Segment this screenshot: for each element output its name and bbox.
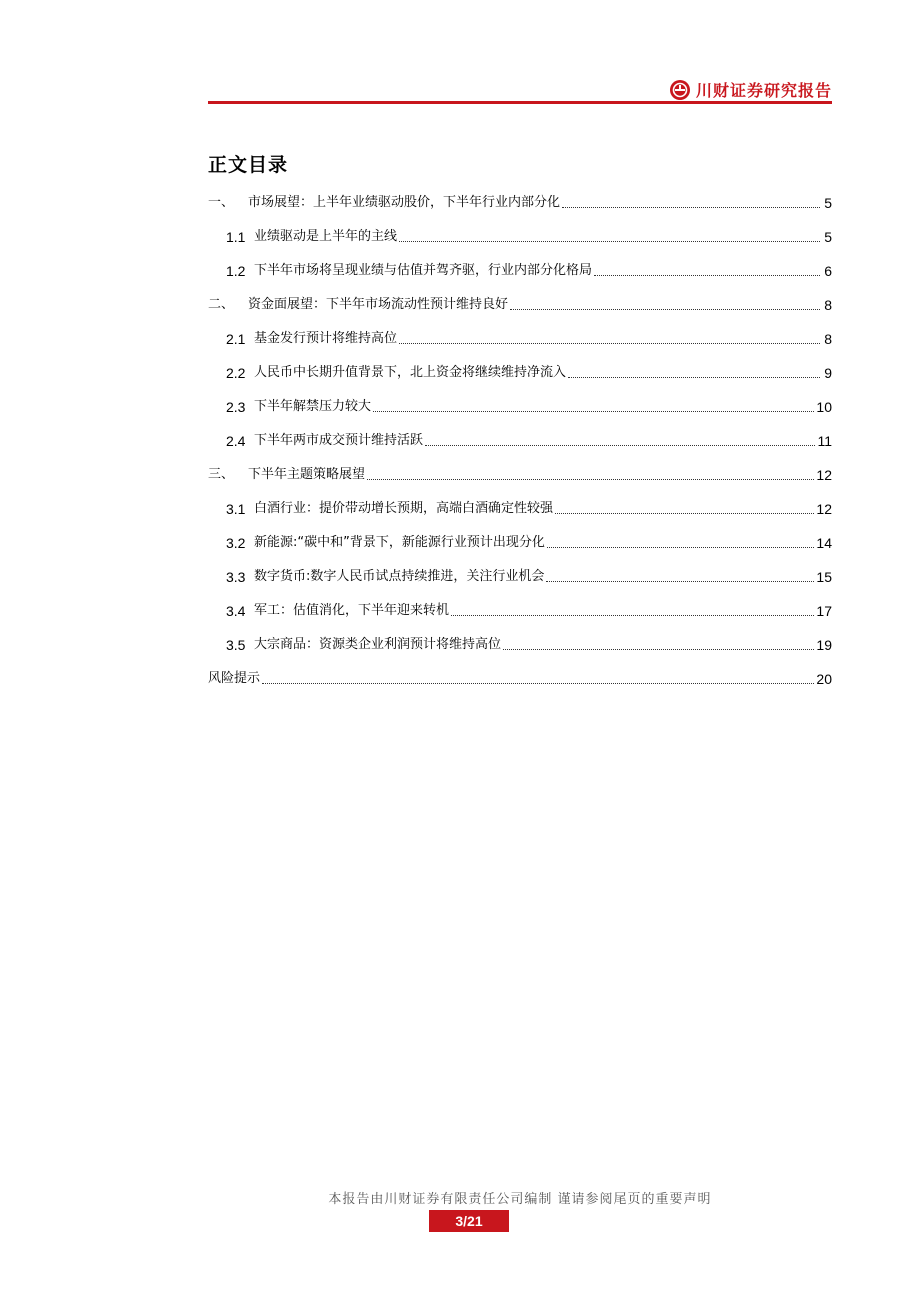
toc-dot-leader [451, 615, 814, 616]
footer-disclaimer: 本报告由川财证券有限责任公司编制 谨请参阅尾页的重要声明 [328, 1192, 712, 1207]
toc-entry[interactable] [208, 186, 832, 220]
toc-entry-page: 8 [824, 331, 832, 347]
toc-entry-label: 大宗商品：资源类企业利润预计将维持高位 [254, 637, 502, 652]
header-rule [208, 101, 832, 104]
toc-entry-label: 下半年主题策略展望 [248, 467, 366, 482]
toc-dot-leader [546, 581, 814, 582]
toc-dot-leader [547, 547, 815, 548]
toc-dot-leader [262, 683, 814, 684]
toc-entry[interactable] [208, 458, 832, 492]
toc-entry[interactable] [208, 322, 832, 356]
toc-entry-number: 二、 [208, 297, 235, 312]
toc-entry-label: 人民币中长期升值背景下，北上资金将继续维持净流入 [254, 365, 567, 380]
toc-entry[interactable] [208, 254, 832, 288]
toc-dot-leader [373, 411, 814, 412]
toc-entry-page: 9 [824, 365, 832, 381]
toc-dot-leader [562, 207, 820, 208]
toc-entry-number: 2.4 [226, 433, 246, 449]
toc-entry-label: 业绩驱动是上半年的主线 [254, 229, 398, 244]
toc-entry-number: 3.2 [226, 535, 246, 551]
toc-entry-page: 11 [817, 433, 832, 449]
toc-entry[interactable] [208, 594, 832, 628]
toc-entry-number: 一、 [208, 195, 235, 210]
toc-entry-page: 17 [816, 603, 832, 619]
toc-entry[interactable] [208, 220, 832, 254]
toc-entry-page: 6 [824, 263, 832, 279]
toc-entry[interactable] [208, 628, 832, 662]
toc-dot-leader [568, 377, 820, 378]
toc-entry-page: 10 [816, 399, 832, 415]
toc-dot-leader [367, 479, 814, 480]
toc-entry-number: 三、 [208, 467, 235, 482]
toc-entry-label: 下半年市场将呈现业绩与估值并驾齐驱，行业内部分化格局 [254, 263, 593, 278]
toc-entry-number: 1.2 [226, 263, 246, 279]
toc-entry-label: 数字货币:数字人民币试点持续推进，关注行业机会 [254, 569, 545, 584]
toc-entry[interactable] [208, 390, 832, 424]
toc-entry-number: 2.3 [226, 399, 246, 415]
toc-dot-leader [594, 275, 820, 276]
toc-entry[interactable] [208, 492, 832, 526]
toc-entry[interactable] [208, 356, 832, 390]
toc-entry-label: 风险提示 [208, 671, 261, 686]
toc-entry-number: 3.5 [226, 637, 246, 653]
table-of-contents [208, 186, 832, 696]
toc-entry-page: 12 [816, 467, 832, 483]
toc-entry-label: 基金发行预计将维持高位 [254, 331, 398, 346]
toc-entry[interactable] [208, 526, 832, 560]
page-indicator: 3/21 [429, 1210, 509, 1232]
toc-entry-label: 军工：估值消化，下半年迎来转机 [254, 603, 450, 618]
toc-entry-number: 3.1 [226, 501, 246, 517]
toc-entry-label: 资金面展望：下半年市场流动性预计维持良好 [248, 297, 509, 312]
toc-entry-page: 20 [816, 671, 832, 687]
toc-entry-label: 新能源:“碳中和”背景下，新能源行业预计出现分化 [254, 535, 545, 550]
toc-entry[interactable] [208, 424, 832, 458]
company-logo-icon [670, 80, 690, 100]
toc-entry-page: 19 [816, 637, 832, 653]
toc-dot-leader [399, 343, 820, 344]
toc-entry-page: 12 [816, 501, 832, 517]
toc-entry-number: 3.4 [226, 603, 246, 619]
toc-entry-number: 2.2 [226, 365, 246, 381]
toc-dot-leader [399, 241, 820, 242]
page-header [208, 74, 832, 104]
toc-entry-number: 1.1 [226, 229, 246, 245]
toc-dot-leader [510, 309, 820, 310]
toc-entry-label: 下半年两市成交预计维持活跃 [254, 433, 424, 448]
toc-entry-number: 2.1 [226, 331, 246, 347]
toc-entry-page: 15 [816, 569, 832, 585]
toc-entry[interactable] [208, 560, 832, 594]
toc-entry-label: 市场展望：上半年业绩驱动股价，下半年行业内部分化 [248, 195, 561, 210]
toc-entry[interactable] [208, 662, 832, 696]
toc-dot-leader [503, 649, 814, 650]
toc-entry-label: 白酒行业：提价带动增长预期，高端白酒确定性较强 [254, 501, 554, 516]
toc-entry[interactable] [208, 288, 832, 322]
toc-dot-leader [555, 513, 814, 514]
brand-name: 川财证券研究报告 [695, 81, 832, 100]
toc-title: 正文目录 [208, 154, 289, 176]
toc-entry-number: 3.3 [226, 569, 246, 585]
toc-entry-page: 14 [816, 535, 832, 551]
toc-entry-page: 5 [824, 229, 832, 245]
toc-dot-leader [425, 445, 815, 446]
brand [670, 78, 832, 101]
toc-entry-page: 5 [824, 195, 832, 211]
toc-entry-page: 8 [824, 297, 832, 313]
toc-entry-label: 下半年解禁压力较大 [254, 399, 372, 414]
